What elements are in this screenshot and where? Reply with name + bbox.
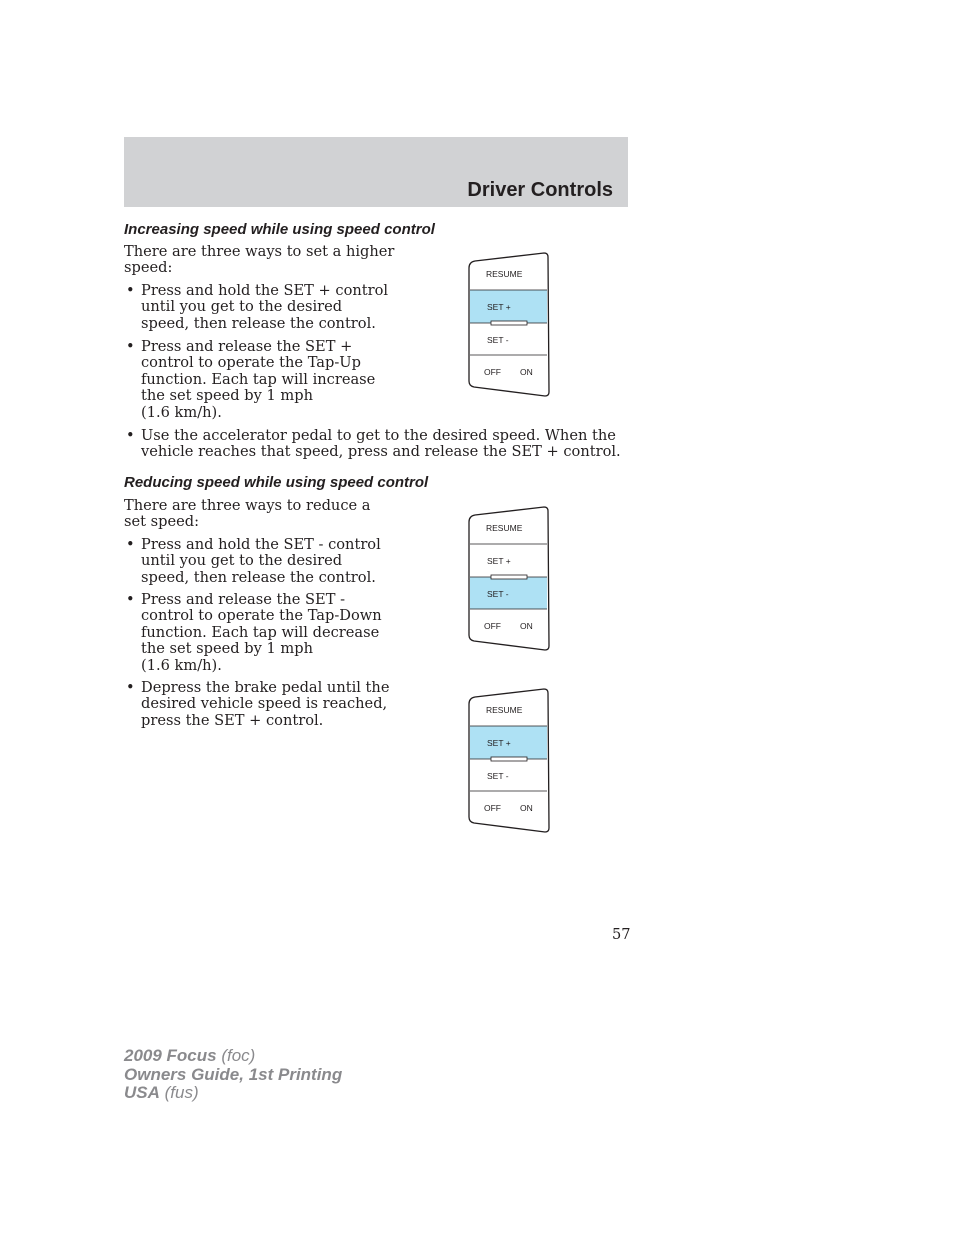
section-header-bar xyxy=(124,137,628,207)
off-label: OFF xyxy=(484,367,501,377)
set-plus-label: SET + xyxy=(487,302,511,312)
on-label: ON xyxy=(520,803,533,813)
speed-control-panel-1 xyxy=(464,250,556,400)
intro-reducing-speed: There are three ways to reduce a set speed: xyxy=(124,497,371,531)
set-indicator-bar xyxy=(491,321,527,325)
set-plus-label: SET + xyxy=(487,738,511,748)
resume-label: RESUME xyxy=(486,523,523,533)
resume-label: RESUME xyxy=(486,269,523,279)
off-label: OFF xyxy=(484,803,501,813)
document-footer: 2009 Focus (foc) Owners Guide, 1st Printing USA (fus) xyxy=(124,1046,343,1102)
intro-increasing-speed: There are three ways to set a higher speed: xyxy=(124,243,395,277)
set-minus-label: SET - xyxy=(487,589,509,599)
speed-control-illustration xyxy=(464,504,556,654)
speed-control-panel-2 xyxy=(464,504,556,654)
set-minus-label: SET - xyxy=(487,771,509,781)
heading-reducing-speed: Reducing speed while using speed control xyxy=(124,474,429,491)
set-minus-label: SET - xyxy=(487,335,509,345)
on-label: ON xyxy=(520,367,533,377)
set-plus-label: SET + xyxy=(487,556,511,566)
resume-label: RESUME xyxy=(486,705,523,715)
speed-control-panel-3 xyxy=(464,686,556,836)
set-indicator-bar xyxy=(491,757,527,761)
speed-control-illustration xyxy=(464,686,556,836)
section-title: Driver Controls xyxy=(467,179,613,201)
heading-increasing-speed: Increasing speed while using speed control xyxy=(124,221,435,238)
speed-control-illustration xyxy=(464,250,556,400)
set-indicator-bar xyxy=(491,575,527,579)
page-number: 57 xyxy=(612,926,631,943)
off-label: OFF xyxy=(484,621,501,631)
on-label: ON xyxy=(520,621,533,631)
